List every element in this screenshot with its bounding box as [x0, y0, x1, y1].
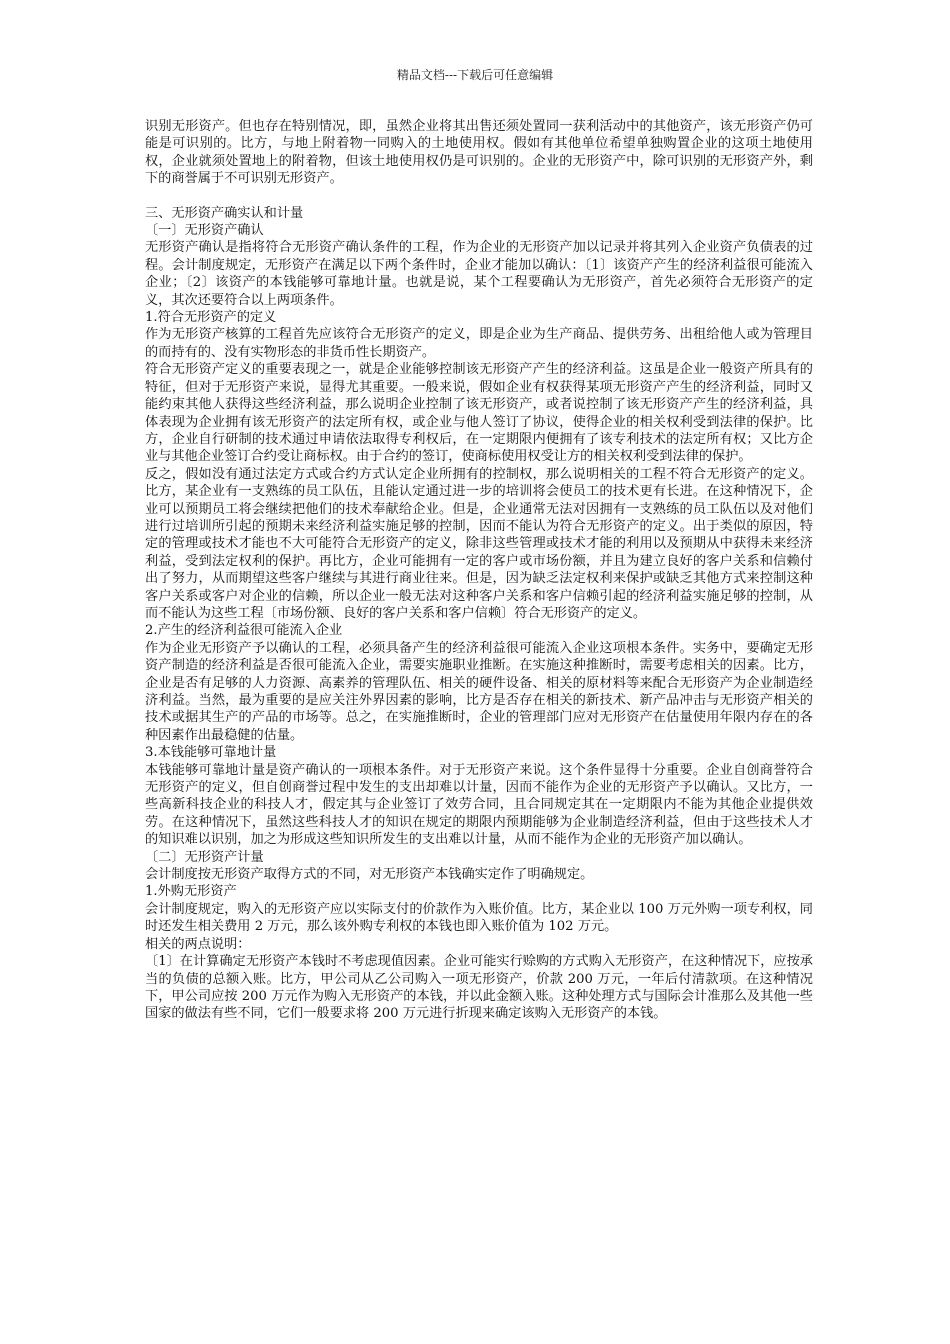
item-heading: 3.本钱能够可靠地计量 — [145, 745, 277, 761]
subsection-heading: 〔一〕无形资产确认 — [145, 223, 264, 239]
paragraph: 〔1〕在计算确定无形资产本钱时不考虑现值因素。企业可能实行赊购的方式购入无形资产，在这种情况下，应按承当的负债的总额入账。比方，甲公司从乙公司购入一项无形资产，价款 200 万元，一年后付清款项。在这种情况下，甲公司应按 200 万元作为购入无形资产的本钱，并以此金额入账。这种处理方式与国际会计准那么及其他一些国家的做法有些不同，它们一般要求将 200 万元进行折现来确定该购入无形资产的本钱。 — [145, 954, 813, 1022]
document-body — [145, 118, 813, 1023]
paragraph: 会计制度按无形资产取得方式的不同，对无形资产本钱确实定作了明确规定。 — [145, 867, 594, 883]
paragraph: 作为企业无形资产予以确认的工程，必须具备产生的经济利益很可能流入企业这项根本条件。实务中，要确定无形资产制造的经济利益是否很可能流入企业，需要实施职业推断。在实施这种推断时，需要考虑相关的因素。比方，企业是否有足够的人力资源、高素养的管理队伍、相关的硬件设备、相关的原材料等来配合无形资产为企业制造经济利益。当然，最为重要的是应关注外界因素的影响，比方是否存在相关的新技术、新产品冲击与无形资产相关的技术或据其生产的产品的市场等。总之，在实施推断时，企业的管理部门应对无形资产在估量使用年限内存在的各种因素作出最稳健的估量。 — [145, 640, 813, 743]
paragraph: 识别无形资产。但也存在特别情况，即，虽然企业将其出售还须处置同一获利活动中的其他资产，该无形资产仍可能是可识别的。比方，与地上附着物一同购入的土地使用权。假如有其他单位希望单独购置企业的这项土地使用权，企业就须处置地上的附着物，但该土地使用权仍是可识别的。企业的无形资产中，除可识别的无形资产外，剩下的商誉属于不可识别无形资产。 — [145, 119, 813, 187]
paragraph: 本钱能够可靠地计量是资产确认的一项根本条件。对于无形资产来说。这个条件显得十分重要。企业自创商誉符合无形资产的定义，但自创商誉过程中发生的支出却难以计量，因而不能作为企业的无形资产予以确认。又比方，一些高新科技企业的科技人才，假定其与企业签订了效劳合同，且合同规定其在一定期限内不能为其他企业提供效劳。在这种情况下，虽然这些科技人才的知识在规定的期限内预期能够为企业制造经济利益，但由于这些技术人才的知识难以识别，加之为形成这些知识所发生的支出难以计量，从而不能作为企业的无形资产加以确认。 — [145, 762, 813, 848]
paragraph: 无形资产确认是指将符合无形资产确认条件的工程，作为企业的无形资产加以记录并将其列入企业资产负债表的过程。会计制度规定，无形资产在满足以下两个条件时，企业才能加以确认：〔1〕该资产产生的经济利益很可能流入企业；〔2〕该资产的本钱能够可靠地计量。也就是说，某个工程要确认为无形资产，首先必须符合无形资产的定义，其次还要符合以上两项条件。 — [145, 240, 813, 308]
paragraph-gap — [145, 188, 813, 205]
page-header: 精品文档---下载后可任意编辑 — [396, 68, 554, 82]
item-heading: 1.外购无形资产 — [145, 884, 237, 900]
paragraph: 相关的两点说明： — [145, 936, 251, 952]
paragraph: 符合无形资产定义的重要表现之一，就是企业能够控制该无形资产产生的经济利益。这虽是企业一般资产所具有的特征，但对于无形资产来说，显得尤其重要。一般来说，假如企业有权获得某项无形资产产生的经济利益，同时又能约束其他人获得这些经济利益，那么说明企业控制了该无形资产，或者说控制了该无形资产产生的经济利益，具体表现为企业拥有该无形资产的法定所有权，或企业与他人签订了协议，使得企业的相关权利受到法律的保护。比方，企业自行研制的技术通过申请依法取得专利权后，在一定期限内便拥有了该专利技术的法定所有权；又比方企业与其他企业签订合约受让商标权。由于合约的签订，使商标使用权受让方的相关权利受到法律的保护。 — [145, 362, 813, 465]
paragraph: 会计制度规定，购入的无形资产应以实际支付的价款作为入账价值。比方，某企业以 100 万元外购一项专利权，同时还发生相关费用 2 万元，那么该外购专利权的本钱也即入账价值为 102 万元。 — [145, 901, 813, 935]
item-heading: 1.符合无形资产的定义 — [145, 310, 277, 326]
paragraph: 作为无形资产核算的工程首先应该符合无形资产的定义，即是企业为生产商品、提供劳务、出租给他人或为管理目的而持有的、没有实物形态的非货币性长期资产。 — [145, 327, 813, 360]
item-heading: 2.产生的经济利益很可能流入企业 — [145, 623, 343, 639]
section-heading: 三、无形资产确实认和计量 — [145, 205, 304, 221]
subsection-heading: 〔二〕无形资产计量 — [145, 849, 264, 865]
paragraph: 反之，假如没有通过法定方式或合约方式认定企业所拥有的控制权，那么说明相关的工程不符合无形资产的定义。比方，某企业有一支熟练的员工队伍，且能认定通过进一步的培训将会使员工的技术更有长进。在这种情况下，企业可以预期员工将会继续把他们的技术奉献给企业。但是，企业通常无法对因拥有一支熟练的员工队伍以及对他们进行过培训所引起的预期未来经济利益实施足够的控制，因而不能认为符合无形资产的定义。出于类似的原因，特定的管理或技术才能也不大可能符合无形资产的定义，除非这些管理或技术才能的利用以及预期从中获得未来经济利益，受到法定权利的保护。再比方，企业可能拥有一定的客户或市场份额，并且为建立良好的客户关系和信赖付出了努力，从而期望这些客户继续与其进行商业往来。但是，因为缺乏法定权利来保护或缺乏其他方式来控制这种客户关系或客户对企业的信赖，所以企业一般无法对这种客户关系和客户信赖引起的经济利益实施足够的控制，从而不能认为这些工程〔市场份额、良好的客户关系和客户信赖〕符合无形资产的定义。 — [145, 466, 813, 621]
